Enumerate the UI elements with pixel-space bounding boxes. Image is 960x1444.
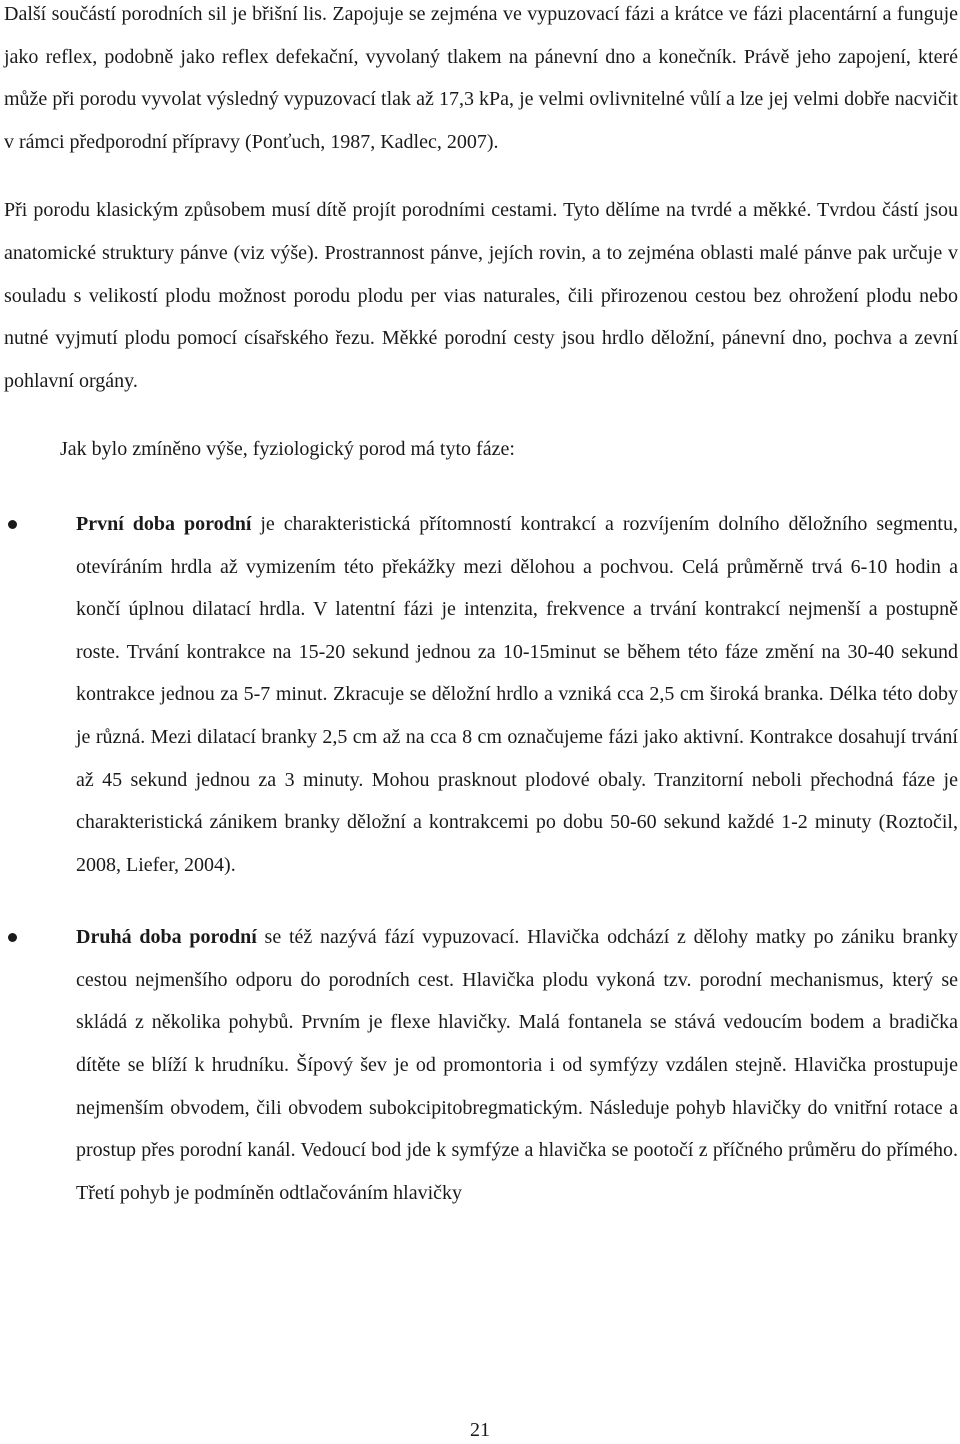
paragraph-abdominal-press: Další součástí porodních sil je břišní lis. Zapojuje se zejména ve vypuzovací fázi a krátce ve fázi placentární a funguje jako reflex, podobně jako reflex defekační, vyvolaný tlakem na pánevní dno a konečník. Právě jeho zapojení, které může při porodu vyvolat výsledný vypuzovací tlak až 17,3 kPa, je velmi ovlivnitelné vůlí a lze jej velmi dobře nacvičit v rámci předporodní přípravy (Ponťuch, 1987, Kadlec, 2007). (4, 3, 958, 153)
bullet-icon (8, 933, 17, 942)
text-second-stage: se též nazývá fází vypuzovací. Hlavička odchází z dělohy matky po zániku branky cestou nejmenšího odporu do porodních cest. Hlavička plodu vykoná tzv. porodní mechanismus, který se skládá z několika pohybů. Prvním je flexe hlavičky. Malá fontanela se stává vedoucím bodem a bradička dítěte se blíží k hrudníku. Šípový šev je od promontoria i od symfýzy vzdálen stejně. Hlavička prostupuje nejmenším obvodem, čili obvodem subokcipitobregmatickým. Následuje pohyb hlavičky do vnitřní rotace a prostup přes porodní kanál. Vedoucí bod jde k symfýze a hlavička se pootočí z příčného průměru do přímého. Třetí pohyb je podmíněn odtlačováním hlavičky (76, 926, 958, 1204)
text-first-stage: je charakteristická přítomností kontrakcí a rozvíjením dolního děložního segmentu, otevíráním hrdla až vymizením této překážky mezi dělohou a pochvou. Celá průměrně trvá 6-10 hodin a končí úplnou dilatací hrdla. V latentní fázi je intenzita, frekvence a trvání kontrakcí nejmenší a postupně roste. Trvání kontrakce na 15-20 sekund jednou za 10-15minut se během této fáze změní na 30-40 sekund kontrakce jednou za 5-7 minut. Zkracuje se děložní hrdlo a vzniká cca 2,5 cm široká branka. Délka této doby je různá. Mezi dilatací branky 2,5 cm až na cca 8 cm označujeme fázi jako aktivní. Kontrakce dosahují trvání až 45 sekund jednou za 3 minuty. Mohou prasknout plodové obaly. Tranzitorní neboli přechodná fáze je charakteristická zánikem branky děložní a kontrakcemi po dobu 50-60 sekund každé 1-2 minuty (Roztočil, 2008, Liefer, 2004). (76, 512, 958, 876)
term-second-stage: Druhá doba porodní (76, 926, 257, 949)
document-page (4, 0, 958, 1214)
phases-list (4, 503, 958, 1215)
list-item-first-stage (4, 503, 958, 886)
bullet-icon (8, 520, 17, 529)
page-number: 21 (470, 1419, 490, 1441)
list-item-second-stage (4, 916, 958, 1214)
term-first-stage: První doba porodní (76, 512, 252, 535)
paragraph-phases-intro: Jak bylo zmíněno výše, fyziologický porod má tyto fáze: (60, 438, 515, 461)
paragraph-birth-canal: Při porodu klasickým způsobem musí dítě projít porodními cestami. Tyto dělíme na tvrdé a měkké. Tvrdou částí jsou anatomické struktury pánve (viz výše). Prostrannost pánve, jejích rovin, a to zejména oblasti malé pánve pak určuje v souladu s velikostí plodu možnost porodu plodu per vias naturales, čili přirozenou cestou bez ohrožení plodu nebo nutné vyjmutí plodu pomocí císařského řezu. Měkké porodní cesty jsou hrdlo děložní, pánevní dno, pochva a zevní pohlavní orgány. (4, 199, 958, 392)
